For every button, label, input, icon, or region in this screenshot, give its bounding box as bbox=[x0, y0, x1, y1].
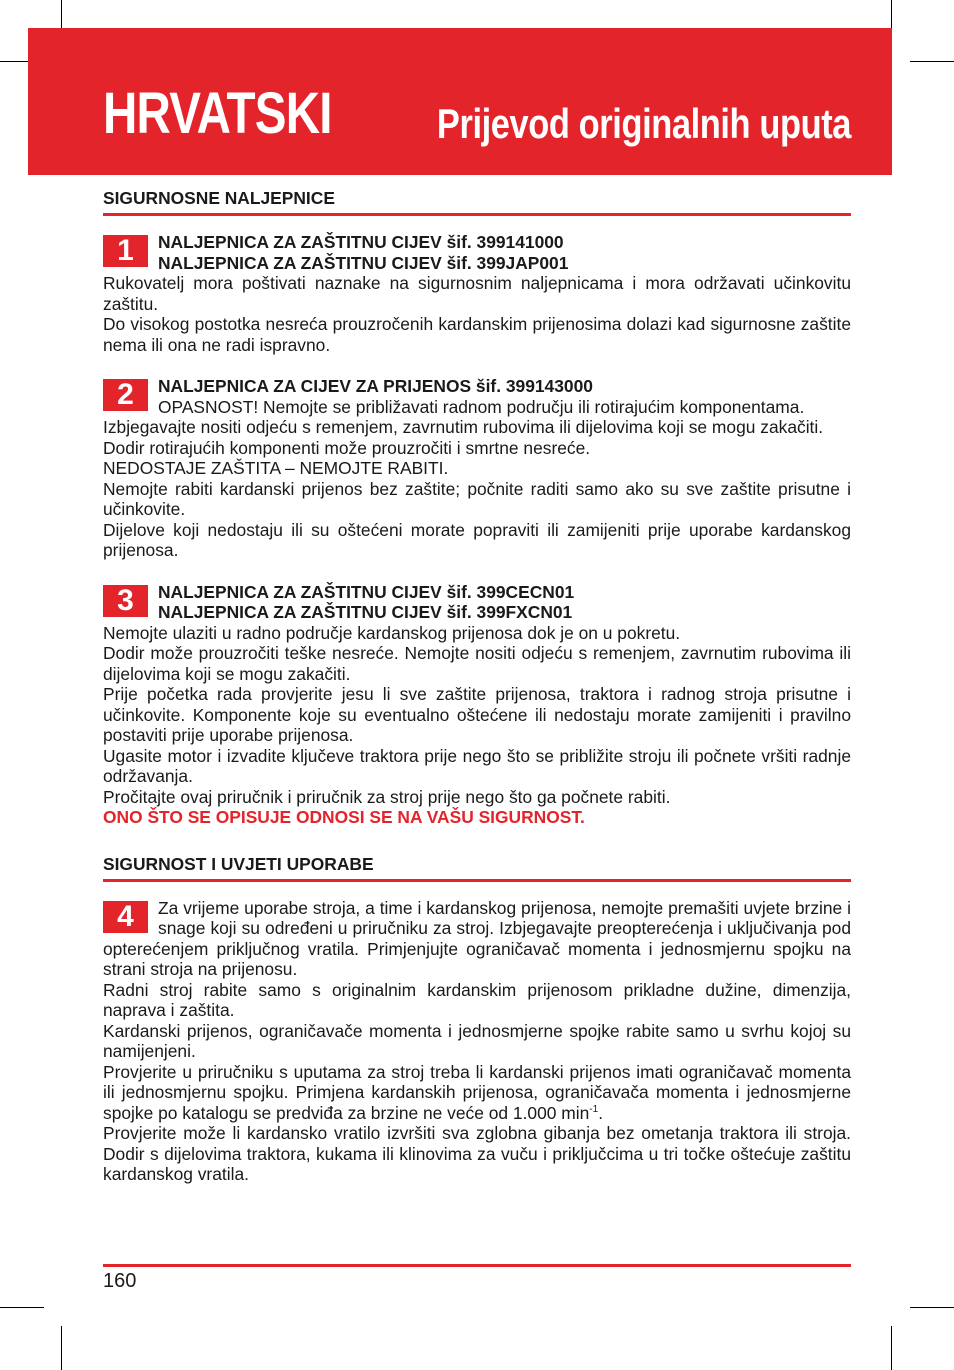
label-block-2 bbox=[103, 376, 851, 561]
paragraph: Prije početka rada provjerite jesu li sve zaštite prijenosa, traktora i radnog stroja prisutne i učinkovite. Komponente koje su eventualno oštećene ili nedostaju morate zamijeniti i pravilno postaviti prije uporabe prijenosa. bbox=[103, 684, 851, 745]
unit-superscript: -1 bbox=[589, 1103, 599, 1115]
block-title: NALJEPNICA ZA ZAŠTITNU CIJEV šif. 399FXCN01 bbox=[158, 602, 573, 622]
paragraph: OPASNOST! Nemojte se približavati radnom području ili rotirajućim komponentama. bbox=[158, 396, 805, 417]
safety-warning: ONO ŠTO SE OPISUJE ODNOSI SE NA VAŠU SIGURNOST. bbox=[103, 807, 585, 827]
paragraph: Nemojte rabiti kardanski prijenos bez zaštite; počnite raditi samo ako su sve zaštite prisutne i učinkovite. bbox=[103, 478, 851, 519]
paragraph-text: Provjerite u priručniku s uputama za stroj treba li kardanski prijenos imati ograničavač momenta ili jednosmjernu spojku. Primjena kardanskih prijenosa, ograničavača momenta i jednosmjerne spojke po katalogu se predviđa za brzine ne veće od 1.000 min bbox=[103, 1061, 851, 1123]
crop-mark bbox=[910, 1307, 954, 1308]
block-title: NALJEPNICA ZA CIJEV ZA PRIJENOS šif. 399143000 bbox=[158, 376, 593, 396]
crop-mark bbox=[910, 61, 954, 62]
number-badge: 3 bbox=[103, 585, 148, 617]
paragraph: Dodir može prouzročiti teške nesreće. Nemojte nositi odjeću s remenjem, zavrnutim rubovima ili dijelovima koji se mogu zakačiti. bbox=[103, 643, 851, 684]
paragraph: Do visokog postotka nesreća prouzročenih kardanskim prijenosima dolazi kad sigurnosne zaštite nema ili ona ne radi ispravno. bbox=[103, 314, 851, 355]
section-title-safety-conditions: SIGURNOST I UVJETI UPORABE bbox=[103, 853, 851, 882]
page-subtitle: Prijevod originalnih uputa bbox=[436, 100, 851, 147]
paragraph: Radni stroj rabite samo s originalnim kardanskim prijenosom prikladne dužine, dimenzija, naprava i zaštita. bbox=[103, 979, 851, 1020]
number-badge: 2 bbox=[103, 379, 148, 411]
paragraph: NEDOSTAJE ZAŠTITA – NEMOJTE RABITI. bbox=[103, 458, 449, 478]
page-number: 160 bbox=[103, 1270, 137, 1292]
main-content bbox=[103, 187, 851, 1206]
paragraph: Provjerite može li kardansko vratilo izvršiti sva zglobna gibanja bez ometanja traktora ili stroja. Dodir s dijelovima traktora, kukama ili klinovima za vuču i priključcima u tri točke oštećuje zaštitu kardanskog vratila. bbox=[103, 1123, 851, 1184]
number-badge: 4 bbox=[103, 901, 148, 933]
paragraph: Kardanski prijenos, ograničavače momenta i jednosmjerne spojke rabite samo u svrhu kojoj su namijenjeni. bbox=[103, 1020, 851, 1061]
crop-mark bbox=[0, 1307, 44, 1308]
crop-mark bbox=[61, 1326, 62, 1370]
language-title: HRVATSKI bbox=[103, 81, 332, 146]
paragraph: Dijelove koji nedostaju ili su oštećeni morate popraviti ili zamijeniti prije uporabe kardanskog prijenosa. bbox=[103, 519, 851, 560]
block-title: NALJEPNICA ZA ZAŠTITNU CIJEV šif. 399CECN01 bbox=[158, 581, 575, 602]
crop-mark bbox=[891, 1326, 892, 1370]
paragraph bbox=[103, 1062, 851, 1124]
block-title: NALJEPNICA ZA ZAŠTITNU CIJEV šif. 399JAP001 bbox=[158, 252, 569, 273]
unit-suffix: . bbox=[598, 1102, 604, 1123]
label-block-1 bbox=[103, 232, 851, 355]
paragraph: Rukovatelj mora poštivati naznake na sigurnosnim naljepnicama i mora održavati učinkovitu zaštitu. bbox=[103, 273, 851, 314]
section-title-safety-labels: SIGURNOSNE NALJEPNICE bbox=[103, 187, 851, 216]
paragraph: Dodir rotirajućih komponenti može prouzročiti i smrtne nesreće. bbox=[103, 437, 591, 458]
paragraph: Pročitajte ovaj priručnik i priručnik za stroj prije nego što ga počnete rabiti. bbox=[103, 786, 671, 807]
block-title: NALJEPNICA ZA ZAŠTITNU CIJEV šif. 399141000 bbox=[158, 232, 564, 252]
label-block-3 bbox=[103, 582, 851, 828]
footer-divider bbox=[103, 1264, 851, 1267]
number-badge: 1 bbox=[103, 235, 148, 267]
header-banner bbox=[28, 28, 892, 175]
paragraph: Nemojte ulaziti u radno područje kardanskog prijenosa dok je on u pokretu. bbox=[103, 622, 681, 643]
label-block-4 bbox=[103, 898, 851, 1185]
paragraph: Za vrijeme uporabe stroja, a time i kardanskog prijenosa, nemojte premašiti uvjete brzine i snage koji su određeni u priručniku za stroj. Izbjegavajte preopterećenja i uključivanja pod opterećenjem priključnog vratila. Primjenjujte ograničavač momenta i jednosmjernu spojku na strani stroja na prijenosu. bbox=[103, 897, 851, 979]
paragraph: Izbjegavajte nositi odjeću s remenjem, zavrnutim rubovima ili dijelovima koji se mogu zakačiti. bbox=[103, 417, 824, 437]
paragraph: Ugasite motor i izvadite ključeve traktora prije nego što se približite stroju ili počnete vršiti radnje održavanja. bbox=[103, 745, 851, 786]
